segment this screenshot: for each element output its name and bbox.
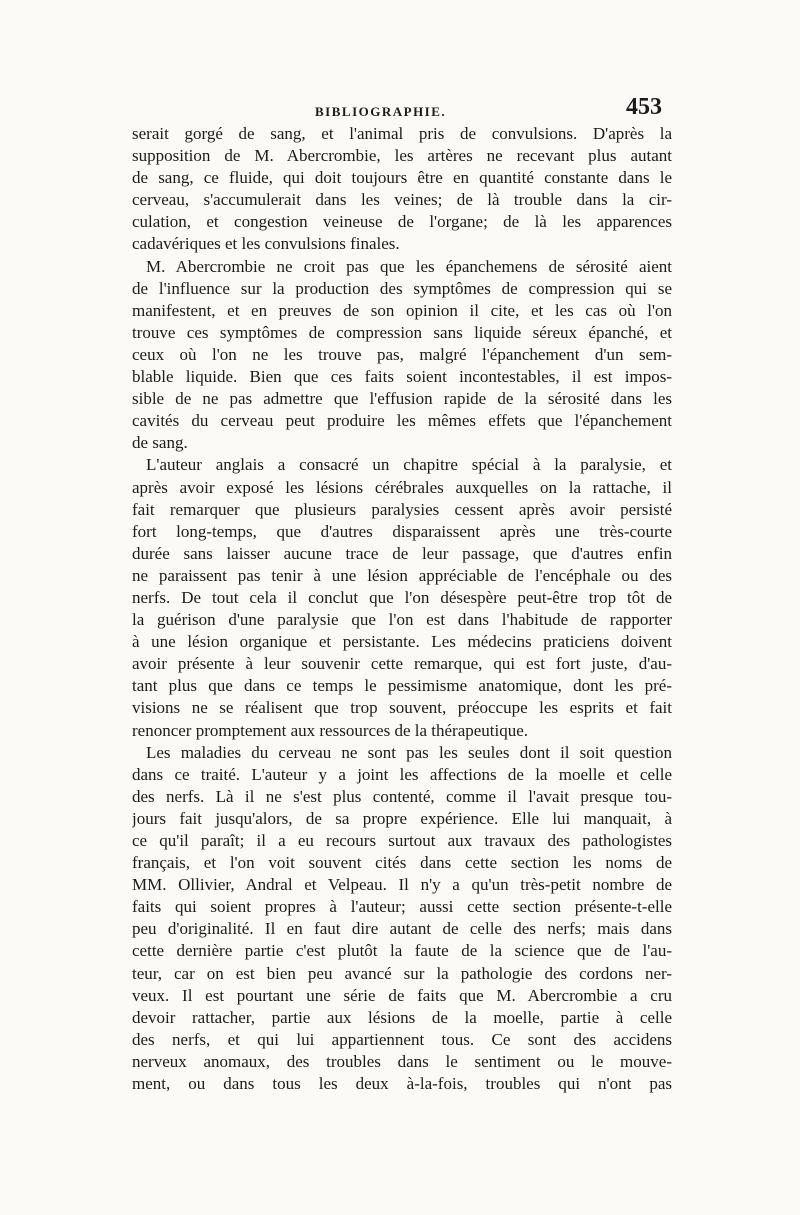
text-line: culation, et congestion veineuse de l'organe; de là les apparences [132,212,672,232]
text-line: de sang, ce fluide, qui doit toujours être en quantité constante dans le [132,168,672,188]
text-line: M. Abercrombie ne croit pas que les épanchemens de sérosité aient [146,256,672,276]
text-line: veux. Il est pourtant une série de faits que M. Abercrombie a cru [132,985,672,1005]
text-line: peu d'originalité. Il en faut dire autant de celle des nerfs; mais dans [132,919,672,939]
text-line: serait gorgé de sang, et l'animal pris de convulsions. D'après la [132,124,672,143]
text-line: de l'influence sur la production des symptômes de compression qui se [132,278,672,298]
text-line: tant plus que dans ce temps le pessimisme anatomique, dont les pré- [132,676,672,696]
text-line: la guérison d'une paralysie que l'on est dans l'habitude de rapporter [132,610,672,630]
text-line: visions ne se réalisent que trop souvent, préoccupe les esprits et fait [132,698,672,718]
text-line: à une lésion organique et persistante. Les médecins praticiens doivent [132,632,672,652]
text-line: ceux où l'on ne les trouve pas, malgré l'épanchement d'un sem- [132,344,672,364]
text-line: nerfs. De tout cela il conclut que l'on désespère peut-être trop tôt de [132,587,672,607]
text-line: ne paraissent pas tenir à une lésion appréciable de l'encéphale ou des [132,565,672,585]
text-line: cette dernière partie c'est plutôt la faute de la science que de l'au- [132,941,672,961]
text-line: cavités du cerveau peut produire les mêmes effets que l'épanchement [132,411,672,431]
text-line: fait remarquer que plusieurs paralysies cessent après avoir persisté [132,499,672,519]
text-line: des nerfs. Là il ne s'est plus contenté, comme il l'avait presque tou- [132,786,672,806]
text-line: devoir rattacher, partie aux lésions de la moelle, partie à celle [132,1007,672,1027]
running-title: BIBLIOGRAPHIE. [315,104,447,119]
text-line: des nerfs, et qui lui appartiennent tous. Ce sont des accidens [132,1029,672,1049]
text-line: blable liquide. Bien que ces faits soient incontestables, il est impos- [132,367,672,387]
text-line: L'auteur anglais a consacré un chapitre spécial à la paralysie, et [146,455,672,475]
text-line: français, et l'on voit souvent cités dans cette section les noms de [132,853,672,873]
text-line: teur, car on est bien peu avancé sur la pathologie des cordons ner- [132,963,672,983]
text-line: supposition de M. Abercrombie, les artères ne recevant plus autant [132,146,672,166]
text-line: cerveau, s'accumulerait dans les veines; de là trouble dans la cir- [132,190,672,210]
text-line: renoncer promptement aux ressources de la thérapeutique. [132,720,529,740]
text-line: fort long-temps, que d'autres disparaissent après une très-courte [132,521,672,541]
text-line: MM. Ollivier, Andral et Velpeau. Il n'y a qu'un très-petit nombre de [132,875,672,895]
text-line: ment, ou dans tous les deux à-la-fois, troubles qui n'ont pas [132,1074,672,1094]
running-header [140,94,672,124]
text-line: manifestent, et en preuves de son opinion il cite, et les cas où l'on [132,300,672,320]
text-line: après avoir exposé les lésions cérébrales auxquelles on la rattache, il [132,477,672,497]
text-line: Les maladies du cerveau ne sont pas les seules dont il soit question [146,742,672,762]
text-line: trouve ces symptômes de compression sans liquide séreux épanché, et [132,322,672,342]
text-line: ce qu'il paraît; il a eu recours surtout aux travaux des pathologistes [132,831,672,850]
text-line: jours fait jusqu'alors, de sa propre expérience. Elle lui manquait, à [132,808,672,828]
body-text [132,123,672,1095]
text-line: cadavériques et les convulsions finales. [132,234,400,254]
text-line: nerveux anomaux, des troubles dans le sentiment ou le mouve- [132,1051,672,1071]
text-line: faits qui soient propres à l'auteur; aussi cette section présente-t-elle [132,897,672,917]
text-line: avoir présente à leur souvenir cette remarque, qui est fort juste, d'au- [132,654,672,674]
text-line: dans ce traité. L'auteur y a joint les affections de la moelle et celle [132,764,672,784]
text-line: sible de ne pas admettre que l'effusion rapide de la sérosité dans les [132,389,672,409]
text-line: durée sans laisser aucune trace de leur passage, que d'autres enfin [132,543,672,563]
page-number: 453 [626,94,662,120]
text-line: de sang. [132,433,188,453]
